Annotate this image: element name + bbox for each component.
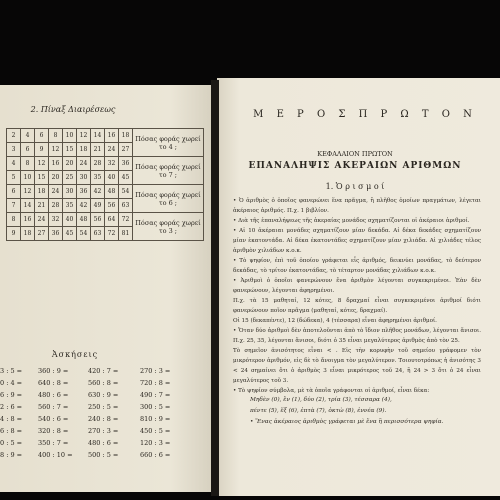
subsection-heading: 1. Ὁ ρ ι σ μ ο ί <box>325 182 385 191</box>
table-row <box>7 129 204 143</box>
exercise-item: 240 : 8 = <box>88 415 119 423</box>
table-cell: 12 <box>21 185 35 199</box>
table-cell: 3 <box>7 143 21 157</box>
table-cell: 15 <box>35 171 49 185</box>
question-cell: Πόσας φοράς χωρεί το 6 ; <box>133 185 204 213</box>
table-cell: 45 <box>63 227 77 241</box>
table-cell: 16 <box>49 157 63 171</box>
table-cell: 54 <box>77 227 91 241</box>
paragraph: • Ὅταν δύο ἀριθμοὶ δὲν ἀποτελοῦνται ἀπὸ τὸ ἴδιον πλῆθος μονάδων, λέγονται ἄνισοι. Π.χ. 25, 35, λέγονται ἄνισοι, διότι ὁ 35 εἶναι μεγαλύτερος ἀριθμὸς ἀπὸ τὸν 25. <box>233 328 481 344</box>
table-cell: 24 <box>105 143 119 157</box>
table-cell: 36 <box>49 227 63 241</box>
table-cell: 40 <box>63 213 77 227</box>
paragraph: • Ὁ ἀριθμὸς ὁ ὁποῖος φανερώνει ἕνα πρᾶγμα, ἢ πλῆθος ὁμοίων πραγμάτων, λέγεται ἀκέραιος ἀριθμός. Π.χ. 1 βιβλίον. <box>233 198 481 214</box>
exercise-item: 2 : 6 = <box>0 403 23 411</box>
table-cell: 30 <box>77 171 91 185</box>
division-table <box>6 128 204 241</box>
table-cell: 42 <box>91 185 105 199</box>
exercise-item: 350 : 7 = <box>38 439 69 447</box>
table-cell: 35 <box>91 171 105 185</box>
table-cell: 28 <box>91 157 105 171</box>
paragraph: • Τὸ ψηφίον, ἐπὶ τοῦ ὁποίου γράφεται εἷς ἀριθμός, δεικνύει μονάδας, τὸ δεύτερον δεκάδας, τὸ τρίτον ἑκατοντάδας, τὸ τέταρτον μονάδας χιλιάδων κ.ο.κ. <box>233 258 481 274</box>
table-cell: 6 <box>35 129 49 143</box>
exercise-item: 480 : 6 = <box>38 391 69 399</box>
exercises-heading: Ἀσκήσεις <box>51 350 99 359</box>
chapter-heading: ΚΕΦΑΛΑΙΟΝ ΠΡΩΤΟΝ <box>317 150 393 158</box>
table-cell: 40 <box>105 171 119 185</box>
table-cell: 18 <box>35 185 49 199</box>
exercise-column <box>0 365 22 461</box>
table-cell: 6 <box>21 143 35 157</box>
table-cell: 54 <box>119 185 133 199</box>
exercise-item: 360 : 9 = <box>38 367 69 375</box>
table-cell: 45 <box>119 171 133 185</box>
table-row <box>7 213 204 227</box>
table-cell: 48 <box>77 213 91 227</box>
book-gutter <box>211 80 219 496</box>
table-row <box>7 185 204 199</box>
exercise-item: 3 : 5 = <box>0 367 23 375</box>
paragraph: Π.χ. τὰ 15 μαθηταί, 12 κότες, 8 δραχμαί εἶναι συγκεκριμένοι ἀριθμοί διότι φανερώνουν ποῖον πρᾶγμα (μαθηταί, κότες, δραχμαί). <box>233 298 481 314</box>
table-cell: 6 <box>7 185 21 199</box>
table-cell: 63 <box>119 199 133 213</box>
exercise-item: 660 : 6 = <box>140 451 171 459</box>
table-cell: 12 <box>35 157 49 171</box>
digits-line: • Ἕνας ἀκέραιος ἀριθμὸς γράφεται μὲ ἕνα ἢ περισσότερα ψηφία. <box>250 419 444 425</box>
exercise-item: 300 : 5 = <box>140 403 171 411</box>
table-cell: 56 <box>105 199 119 213</box>
paragraph: • Ἀριθμοὶ ὁ ὁποῖοι φανερώνουν ἕνα ἀριθμὸν λέγονται συγκεκριμένοι. Ἐὰν δὲν φανερώνουν, λέγονται ἀφηρημένοι. <box>233 278 481 294</box>
table-cell: 24 <box>35 213 49 227</box>
exercise-item: 270 : 3 = <box>140 367 171 375</box>
exercise-column <box>140 365 170 461</box>
digits-line: πέντε (5), ἕξ (6), ἑπτὰ (7), ὀκτὼ (8), ἐννέα (9). <box>250 408 387 414</box>
section-heading: ΕΠΑΝΑΛΗΨΙΣ ΑΚΕΡΑΙΩΝ ΑΡΙΘΜΩΝ <box>248 161 462 171</box>
part-heading: Μ Ε Ρ Ο Σ Π Ρ Ω Τ Ο Ν <box>253 109 477 120</box>
table-cell: 32 <box>105 157 119 171</box>
table-cell: 8 <box>7 213 21 227</box>
table-row <box>7 157 204 171</box>
exercise-item: 400 : 10 = <box>38 451 73 459</box>
table-cell: 30 <box>63 185 77 199</box>
table-cell: 63 <box>91 227 105 241</box>
table-cell: 36 <box>77 185 91 199</box>
table-cell: 12 <box>49 143 63 157</box>
table-cell: 15 <box>63 143 77 157</box>
table-cell: 16 <box>105 129 119 143</box>
table-cell: 21 <box>91 143 105 157</box>
table-cell: 28 <box>49 199 63 213</box>
table-cell: 10 <box>63 129 77 143</box>
exercise-item: 420 : 7 = <box>88 367 119 375</box>
paragraph: • Τὸ ψηφίον σύμβολα, μὲ τὰ ὁποῖα γράφονται οἱ ἀριθμοί, εἶναι δέκα: <box>233 388 430 394</box>
table-cell: 9 <box>35 143 49 157</box>
exercise-item: 6 : 9 = <box>0 391 23 399</box>
exercise-item: 500 : 5 = <box>88 451 119 459</box>
paragraph: Τὸ σημεῖον ἀνισότητος εἶναι < . Εἰς τὴν κορυφὴν τοῦ σημείου γράφομεν τὸν μικρότερον ἀριθμόν, εἰς δὲ τὸ ἄνοιγμα τὸν μεγαλύτερον. Τοιουτοτρόπως ἡ ἀνισότης 3 < 24 σημαίνει ὅτι ὁ ἀριθμὸς 3 εἶναι μικρότερος τοῦ 24, ἢ 24 > 3 ὅτι ὁ 24 εἶναι μεγαλύτερος τοῦ 3. <box>233 348 481 384</box>
table-title: 2. Πίναξ Διαιρέσεως <box>30 105 116 114</box>
table-cell: 18 <box>21 227 35 241</box>
paragraph: • Αἱ 10 ἀκέραιαι μονάδες σχηματίζουν μίαν δεκάδα. Αἱ δέκα δεκάδες σχηματίζουν μίαν ἑκατοντάδα. Αἱ δέκα ἑκατοντάδες σχηματίζουν μίαν χιλιάδα. Αἱ χιλιάδες τέλος ἀριθμὸν χιλιάδων κ.ο.κ. <box>233 228 481 254</box>
table-cell: 20 <box>49 171 63 185</box>
exercise-item: 8 : 9 = <box>0 451 23 459</box>
table-cell: 18 <box>119 129 133 143</box>
table-cell: 5 <box>7 171 21 185</box>
table-cell: 12 <box>77 129 91 143</box>
exercise-item: 0 : 4 = <box>0 379 23 387</box>
table-cell: 7 <box>7 199 21 213</box>
digits-line: Μηδὲν (0), ἓν (1), δύο (2), τρία (3), τέσσαρα (4), <box>250 397 392 403</box>
table-cell: 27 <box>119 143 133 157</box>
table-cell: 72 <box>105 227 119 241</box>
table-cell: 25 <box>63 171 77 185</box>
table-cell: 21 <box>35 199 49 213</box>
paragraph: Οἱ 15 (δεκαπέντε), 12 (δώδεκα), 4 (τέσσαρα) εἶναι ἀφηρημένοι ἀριθμοί. <box>233 318 437 324</box>
table-cell: 81 <box>119 227 133 241</box>
exercise-item: 480 : 6 = <box>88 439 119 447</box>
table-cell: 4 <box>7 157 21 171</box>
exercise-item: 630 : 9 = <box>88 391 119 399</box>
exercise-column <box>38 365 73 461</box>
exercise-item: 810 : 9 = <box>140 415 171 423</box>
exercise-item: 560 : 7 = <box>38 403 69 411</box>
table-cell: 9 <box>7 227 21 241</box>
question-cell: Πόσας φοράς χωρεί το 7 ; <box>133 157 204 185</box>
exercise-item: 490 : 7 = <box>140 391 171 399</box>
table-cell: 2 <box>7 129 21 143</box>
table-cell: 49 <box>91 199 105 213</box>
paragraph: • Διὰ τῆς ἐπαναλήψεως τῆς ἀκεραίας μονάδος σχηματίζονται οἱ ἀκέραιοι ἀριθμοί. <box>233 218 470 224</box>
exercise-item: 540 : 6 = <box>38 415 69 423</box>
table-cell: 14 <box>91 129 105 143</box>
table-cell: 42 <box>77 199 91 213</box>
exercise-item: 720 : 8 = <box>140 379 171 387</box>
table-cell: 27 <box>35 227 49 241</box>
exercise-item: 0 : 5 = <box>0 439 23 447</box>
table-cell: 8 <box>49 129 63 143</box>
exercise-column <box>88 365 118 461</box>
table-cell: 24 <box>77 157 91 171</box>
table-cell: 16 <box>21 213 35 227</box>
table-cell: 24 <box>49 185 63 199</box>
table-cell: 4 <box>21 129 35 143</box>
table-cell: 48 <box>105 185 119 199</box>
table-cell: 36 <box>119 157 133 171</box>
digits-list <box>250 395 480 428</box>
table-cell: 64 <box>105 213 119 227</box>
exercise-item: 640 : 8 = <box>38 379 69 387</box>
exercise-item: 120 : 3 = <box>140 439 171 447</box>
table-cell: 72 <box>119 213 133 227</box>
exercise-item: 250 : 5 = <box>88 403 119 411</box>
exercise-item: 320 : 8 = <box>38 427 69 435</box>
table-cell: 18 <box>77 143 91 157</box>
table-cell: 56 <box>91 213 105 227</box>
question-cell: Πόσας φοράς χωρεί το 4 ; <box>133 129 204 157</box>
table-cell: 20 <box>63 157 77 171</box>
exercise-item: 6 : 8 = <box>0 427 23 435</box>
exercise-item: 450 : 5 = <box>140 427 171 435</box>
exercise-item: 560 : 8 = <box>88 379 119 387</box>
table-cell: 8 <box>21 157 35 171</box>
body-text <box>233 196 481 396</box>
question-cell: Πόσας φοράς χωρεί το 3 ; <box>133 213 204 241</box>
table-cell: 32 <box>49 213 63 227</box>
table-cell: 10 <box>21 171 35 185</box>
exercise-item: 270 : 3 = <box>88 427 119 435</box>
table-cell: 14 <box>21 199 35 213</box>
exercise-item: 4 : 8 = <box>0 415 23 423</box>
table-cell: 35 <box>63 199 77 213</box>
